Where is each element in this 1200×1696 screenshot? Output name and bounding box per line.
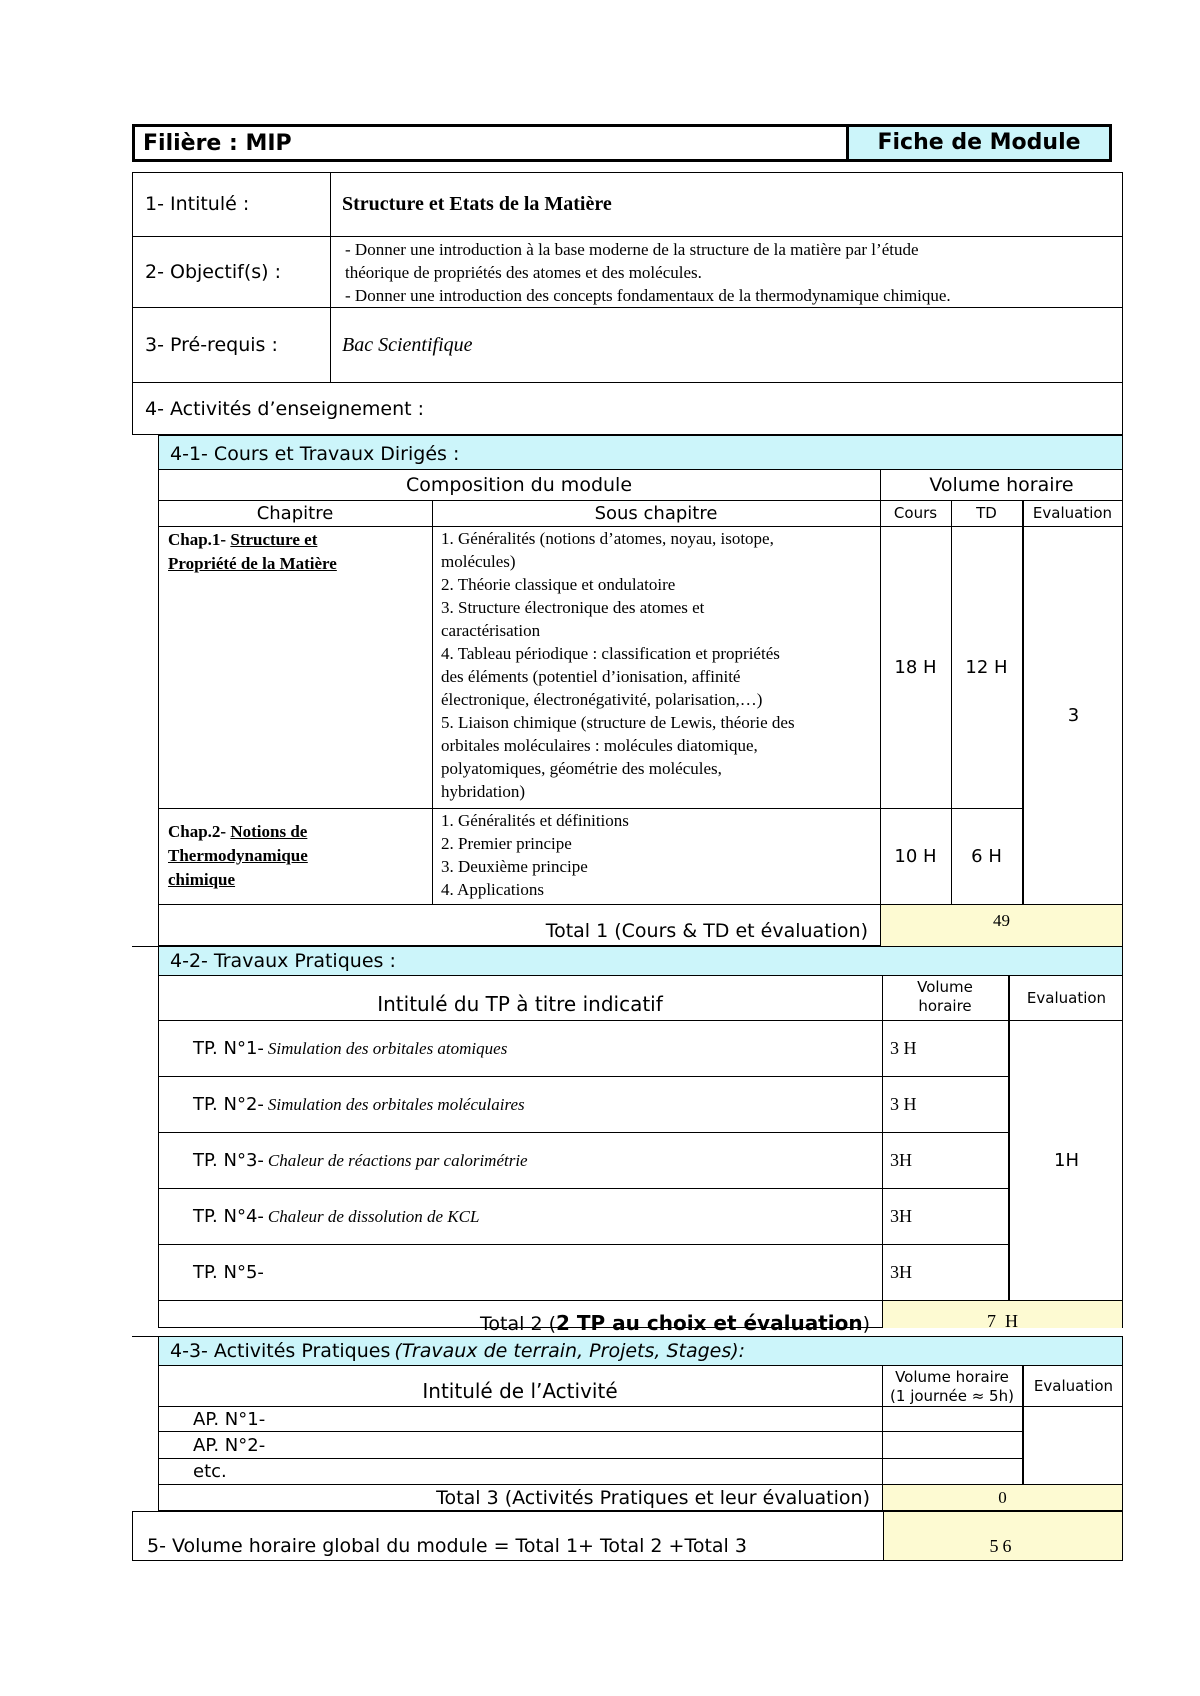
chap1-prefix: Chap.1- — [168, 530, 227, 549]
divider — [158, 1244, 1008, 1245]
tp-num: TP. N°5- — [193, 1262, 264, 1283]
prerequis-value: Bac Scientifique — [342, 333, 473, 356]
global-label: 5- Volume horaire global du module = Total 1+ Total 2 +Total 3 — [147, 1535, 747, 1557]
tp-num: TP. N°4- — [193, 1206, 264, 1227]
objectif-line: théorique de propriétés des atomes et des molécules. — [345, 263, 702, 282]
tp-volume-header-line2: horaire — [918, 997, 972, 1015]
tp-evaluation: 1H — [1054, 1149, 1079, 1171]
tp-volume: 3H — [890, 1150, 912, 1170]
tp-row — [193, 1133, 528, 1188]
divider — [330, 172, 331, 382]
list-item: 4. Applications — [441, 880, 544, 899]
intitule-value: Structure et Etats de la Matière — [342, 192, 612, 215]
divider — [158, 1406, 1123, 1407]
tp-num: TP. N°1- — [193, 1038, 264, 1059]
tp-volume: 3H — [890, 1262, 912, 1282]
list-item: 3. Deuxième principe — [441, 857, 588, 876]
list-item: polyatomiques, géométrie des molécules, — [441, 759, 722, 778]
filiere-title: Filière : MIP — [143, 131, 292, 156]
fiche-title: Fiche de Module — [846, 127, 1109, 159]
chap1-cours: 18 H — [894, 656, 937, 678]
list-item: caractérisation — [441, 621, 541, 640]
total1-label: Total 1 (Cours & TD et évaluation) — [545, 920, 868, 942]
tp-row — [193, 1245, 268, 1300]
divider — [132, 307, 1123, 308]
volume-header: Volume horaire — [929, 474, 1074, 496]
tp-title: 4-2- Travaux Pratiques : — [170, 950, 396, 972]
list-item: 1. Généralités et définitions — [441, 811, 629, 830]
ap-title-main: 4-3- Activités Pratiques — [170, 1340, 391, 1362]
total2-suffix: ) — [862, 1313, 870, 1335]
tp-name: Simulation des orbitales moléculaires — [267, 1094, 525, 1114]
tp-row — [193, 1077, 525, 1132]
prerequis-label: 3- Pré-requis : — [145, 334, 278, 356]
composition-header: Composition du module — [405, 474, 633, 496]
intitule-label: 1- Intitulé : — [145, 193, 250, 215]
ap-row: etc. — [193, 1461, 227, 1482]
tp-name: Chaleur de réactions par calorimétrie — [267, 1150, 528, 1170]
tp-row — [193, 1021, 507, 1076]
total3-label: Total 3 (Activités Pratiques et leur évaluation) — [436, 1487, 870, 1509]
list-item: 1. Généralités (notions d’atomes, noyau, isotope, — [441, 529, 774, 548]
list-item: des éléments (potentiel d’ionisation, affinité — [441, 667, 741, 686]
tp-row — [193, 1189, 479, 1244]
tp-volume: 3H — [890, 1206, 912, 1226]
chap1-title — [168, 528, 428, 576]
header-bar — [132, 124, 1112, 162]
chapitre-header: Chapitre — [256, 502, 334, 524]
ap-eval-header: Evaluation — [1033, 1377, 1114, 1395]
chap1-td: 12 H — [965, 656, 1008, 678]
chap2-cours: 10 H — [894, 845, 937, 867]
chap1-list — [441, 527, 879, 803]
objectifs-label: 2- Objectif(s) : — [145, 261, 281, 283]
ap-volume-header-line1: Volume horaire — [895, 1368, 1009, 1386]
cours-td-evaluation: 3 — [1067, 704, 1080, 726]
ap-title-italic: (Travaux de terrain, Projets, Stages): — [394, 1340, 746, 1362]
list-item: molécules) — [441, 552, 516, 571]
list-item: 3. Structure électronique des atomes et — [441, 598, 705, 617]
global-value: 56 — [989, 1535, 1016, 1556]
chap2-list — [441, 809, 879, 901]
evaluation-header: Evaluation — [1032, 504, 1113, 522]
divider — [132, 946, 158, 947]
chap2-title — [168, 820, 428, 892]
list-item: électronique, électronégativité, polarisation,…) — [441, 690, 763, 709]
tp-num: TP. N°2- — [193, 1094, 264, 1115]
divider — [432, 500, 433, 904]
td-header: TD — [976, 504, 997, 522]
list-item: hybridation) — [441, 782, 526, 801]
tp-name: Simulation des orbitales atomiques — [267, 1038, 508, 1058]
list-item: orbitales moléculaires : molécules diatomique, — [441, 736, 758, 755]
tp-num: TP. N°3- — [193, 1150, 264, 1171]
chap2-prefix: Chap.2- — [168, 822, 227, 841]
chap2-title-line3: chimique — [168, 870, 236, 889]
tp-volume-header-line1: Volume — [917, 978, 973, 996]
tp-eval-header: Evaluation — [1026, 989, 1107, 1007]
total3-value: 0 — [998, 1488, 1007, 1507]
sous-chapitre-header: Sous chapitre — [594, 502, 718, 524]
ap-volume-header — [882, 1368, 1022, 1406]
chap1-title-line2: Propriété de la Matière — [168, 554, 337, 573]
total2-value: 7 H — [987, 1310, 1018, 1331]
list-item: 4. Tableau périodique : classification et propriétés — [441, 644, 780, 663]
ap-volume-header-line2: (1 journée ≈ 5h) — [890, 1387, 1014, 1405]
chap1-title-line1: Structure et — [230, 530, 318, 549]
objectif-line: - Donner une introduction des concepts fondamentaux de la thermodynamique chimique. — [345, 286, 951, 305]
tp-volume: 3 H — [890, 1094, 917, 1114]
cours-header: Cours — [893, 504, 938, 522]
chap2-td: 6 H — [971, 845, 1002, 867]
activites-label: 4- Activités d’enseignement : — [145, 398, 425, 420]
ap-row: AP. N°1- — [193, 1408, 266, 1430]
total1-value: 49 — [993, 911, 1010, 930]
tp-intitule-header: Intitulé du TP à titre indicatif — [377, 992, 663, 1016]
divider — [158, 1431, 1023, 1432]
chap2-title-line2: Thermodynamique — [168, 846, 308, 865]
ap-intitule-header: Intitulé de l’Activité — [422, 1379, 618, 1403]
objectif-line: - Donner une introduction à la base moderne de la structure de la matière par l’étude — [345, 240, 919, 259]
objectifs-text — [345, 238, 1115, 307]
total2-bold: 2 TP au choix et évaluation — [556, 1311, 863, 1335]
divider — [132, 1336, 158, 1337]
divider — [158, 1458, 1023, 1459]
chap2-title-line1: Notions de — [230, 822, 308, 841]
tp-volume: 3 H — [890, 1038, 917, 1058]
divider — [882, 976, 883, 1328]
ap-title — [170, 1336, 745, 1366]
total2-label — [158, 1301, 870, 1335]
tp-name: Chaleur de dissolution de KCL — [267, 1206, 480, 1226]
cours-td-title: 4-1- Cours et Travaux Dirigés : — [170, 443, 460, 465]
list-item: 5. Liaison chimique (structure de Lewis, théorie des — [441, 713, 795, 732]
list-item: 2. Théorie classique et ondulatoire — [441, 575, 676, 594]
tp-volume-header — [882, 978, 1008, 1020]
ap-row: AP. N°2- — [193, 1434, 266, 1456]
list-item: 2. Premier principe — [441, 834, 572, 853]
total2-prefix: Total 2 ( — [480, 1313, 557, 1335]
